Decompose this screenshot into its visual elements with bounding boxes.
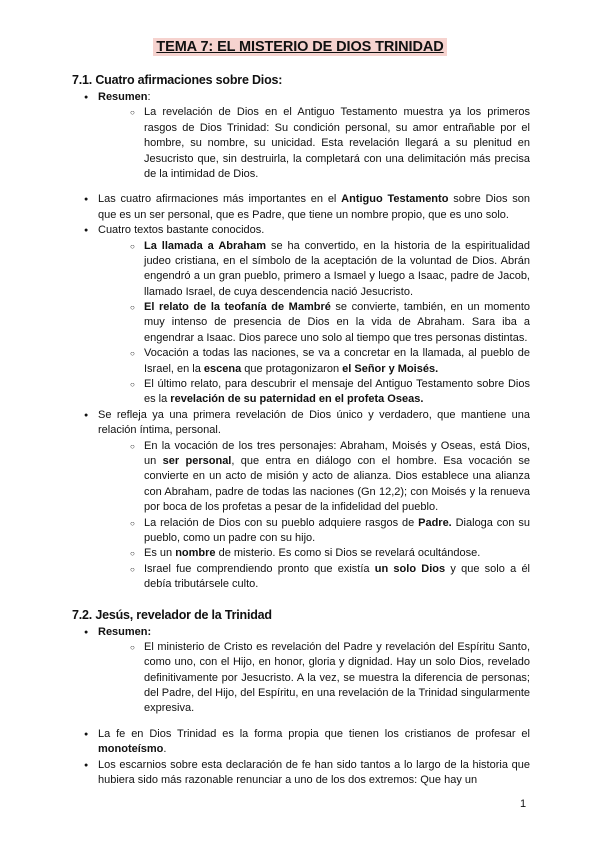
resumen-colon: : — [147, 91, 151, 103]
text: Se refleja ya una primera revelación de Dios único y verdadero, que mantiene una relación íntima, personal. — [98, 408, 530, 437]
emphasis: monoteísmo — [98, 743, 164, 756]
text: sobre Dios son que es un ser personal, que es Padre, que tiene un nombre propio, que es uno solo. — [98, 193, 531, 221]
resumen-label: Resumen: — [98, 625, 152, 638]
sublist — [98, 239, 530, 408]
sub-item — [98, 516, 530, 547]
text: Es un — [144, 547, 176, 560]
page-number: 1 — [520, 798, 527, 810]
text: y que solo a él debía tributársele culto. — [144, 562, 531, 591]
text: se ha convertido, en la historia de la espiritualidad judeo cristiana, en el símbolo de la aceptación de la voluntad de Dios. Abrán engendró a un gran pueblo, primero a Ismael y luego a Isaac, padre de Jacob, llamado Israel, de cuya descendencia nació Jesucristo. — [144, 239, 530, 298]
section-2-heading: 7.2. Jesús, revelador de la Trinidad — [72, 607, 272, 622]
text: Vocación a todas las naciones, se va a concretar en la llamada, al pueblo de Israel, en la — [144, 347, 530, 375]
emphasis: ser personal — [162, 454, 232, 467]
resumen-label: Resumen — [98, 91, 148, 103]
section-1-heading: 7.1. Cuatro afirmaciones sobre Dios: — [72, 73, 283, 87]
emphasis: La llamada a Abraham — [144, 239, 267, 252]
sub-item: ○ La revelación de Dios en el Antiguo Testamento muestra ya los primeros rasgos de Dios Trinidad: Su condición personal, su amor entrañable por el hombre, su nombre, su unicidad. Esta revelación llegará a su plenitud en Jesucristo que, sin destruirla, la completará con una delimitación más precisa de la intimidad de Dios. — [98, 105, 530, 182]
text: de misterio. Es como si Dios se revelará ocultándose. — [215, 547, 481, 560]
sublist — [98, 439, 530, 593]
text: La relación de Dios con su pueblo adquiere rasgos de — [144, 516, 419, 529]
text: que protagonizaron — [241, 362, 343, 375]
text: La fe en Dios Trinidad es la forma propia que tienen los cristianos de profesar el — [98, 727, 530, 740]
text: se convierte, también, en un momento muy intenso de presencia de Dios en la vida de Abraham. Sara iba a engendrar a Isaac. Dios parece uno solo al tiempo que tres personas distintas. — [144, 301, 530, 344]
title-wrap — [0, 38, 600, 56]
sub-item — [98, 300, 530, 346]
list-item — [72, 408, 530, 593]
text: Israel fue comprendiendo pronto que existía — [144, 562, 375, 575]
emphasis: el Señor y Moisés. — [342, 362, 439, 375]
page-title: TEMA 7: EL MISTERIO DE DIOS TRINIDAD — [153, 38, 446, 56]
text: El último relato, para descubrir el mensaje del Antiguo Testamento sobre Dios es la — [144, 378, 530, 406]
list-item — [72, 727, 530, 758]
list-item — [72, 223, 530, 408]
text: . — [163, 743, 167, 756]
sub-item — [98, 239, 530, 301]
emphasis: nombre — [175, 547, 216, 560]
text: Cuatro textos bastante conocidos. — [98, 224, 265, 237]
sub-item — [98, 562, 530, 593]
text: Las cuatro afirmaciones más importantes en el — [98, 193, 342, 206]
sub-item — [98, 439, 530, 516]
text: , que entra en diálogo con el hombre. Esa vocación se convierte en un acto de misión y acto de alianza. Dios establece una alianza con Abraham, padre de todas las naciones (Gn 12,2); con Moisés y la renueva por boca de los profetas a pesar de la infidelidad del pueblo. — [144, 454, 530, 514]
sub-item — [98, 377, 530, 408]
emphasis: un solo Dios — [374, 562, 446, 575]
sub-item — [98, 346, 530, 377]
text: Dialoga con su pueblo, como un padre con su hijo. — [144, 516, 531, 544]
sub-item: ○ El ministerio de Cristo es revelación del Padre y revelación del Espíritu Santo, como uno, con el Hijo, en honor, gloria y dignidad. Hay un solo Dios, revelado definitivamente por Jesucristo. A la vez, se muestra la diferencia de personas; del Padre, del Hijo, del Espíritu, en una revelación de la Trinidad singularmente expresiva. — [98, 640, 530, 717]
sub-item — [98, 546, 530, 561]
text: En la vocación de los tres personajes: Abraham, Moisés y Oseas, está Dios, un — [144, 439, 530, 467]
emphasis: revelación de su paternidad en el profeta Oseas. — [170, 393, 424, 406]
document-body — [72, 72, 530, 788]
section-1-list — [72, 90, 530, 593]
emphasis: escena — [203, 362, 242, 375]
sublist — [98, 105, 530, 182]
emphasis: Padre. — [418, 516, 452, 529]
sublist — [98, 640, 530, 717]
list-item — [72, 192, 530, 223]
section-2-list — [72, 625, 530, 789]
list-item — [72, 90, 530, 182]
emphasis: Antiguo Testamento — [341, 193, 449, 206]
list-item: ● Los escarnios sobre esta declaración de fe han sido tantos a lo largo de la historia que hubiera sido más razonable renunciar a uno de los dos extremos: Que hay un — [72, 758, 530, 789]
emphasis: El relato de la teofanía de Mambré — [144, 301, 331, 314]
list-item — [72, 625, 530, 717]
